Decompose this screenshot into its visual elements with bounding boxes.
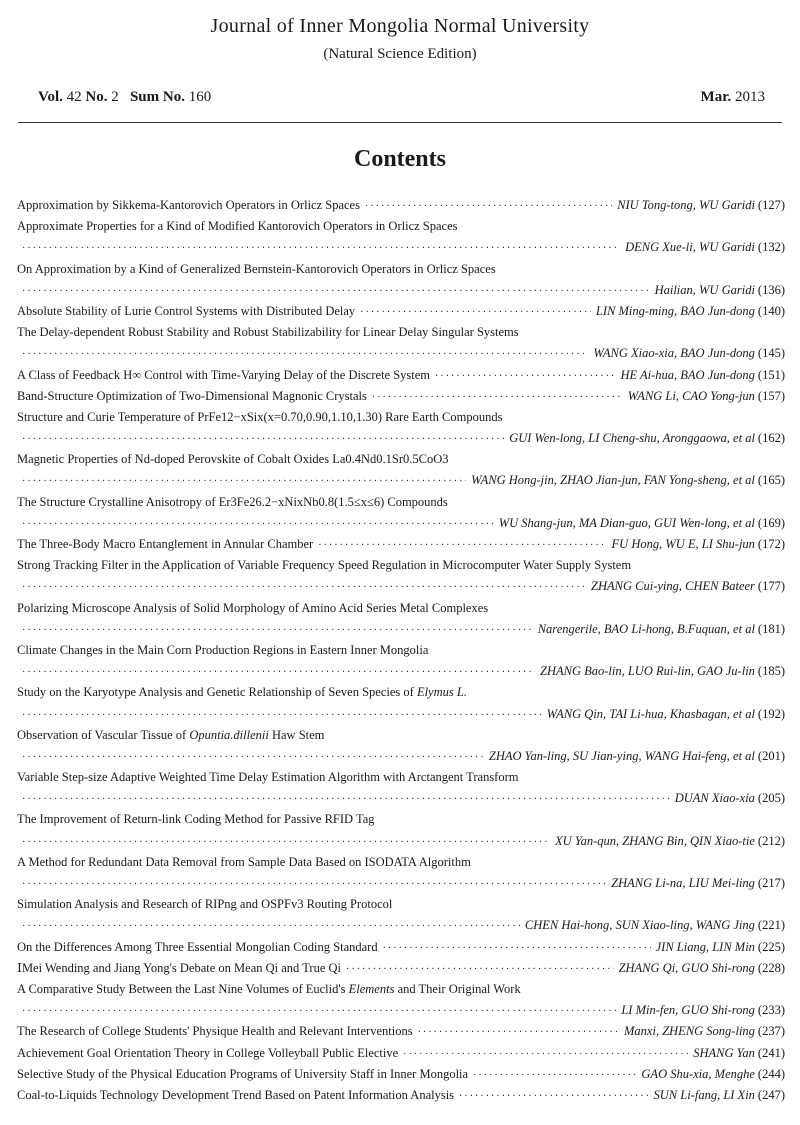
toc-entry[interactable] — [17, 937, 785, 958]
leader-dots — [22, 514, 494, 534]
toc-entry[interactable] — [17, 449, 785, 470]
leader-dots — [372, 387, 623, 407]
entry-page: (151) — [757, 367, 785, 382]
leader-dots — [365, 196, 612, 216]
entry-title: The Research of College Students' Physique Health and Relevant Interventions — [17, 1024, 413, 1039]
leader-dots — [22, 874, 606, 894]
entry-title-italic: Elymus L. — [416, 685, 467, 700]
vol-number: 42 — [66, 89, 82, 105]
toc-entry[interactable] — [17, 852, 785, 873]
issue-volume-info — [38, 89, 211, 106]
entry-title: Magnetic Properties of Nd-doped Perovskite of Cobalt Oxides La0.4Nd0.1Sr0.5CoO3 — [17, 452, 449, 467]
no-label: No. — [85, 89, 108, 105]
toc-entry[interactable] — [17, 259, 785, 280]
entry-authors: WANG Hong-jin, ZHAO Jian-jun, FAN Yong-sheng, et al — [471, 473, 755, 488]
edition-label: (Natural Science Edition) — [323, 46, 477, 62]
toc-entry-continuation — [17, 237, 785, 258]
entry-title: Climate Changes in the Main Corn Production Regions in Eastern Inner Mongolia — [17, 642, 429, 657]
leader-dots — [22, 471, 466, 491]
entry-authors: Manxi, ZHENG Song-ling — [624, 1024, 755, 1039]
leader-dots — [22, 747, 484, 767]
toc-entry[interactable] — [17, 322, 785, 343]
entry-title: Strong Tracking Filter in the Application of Variable Frequency Speed Regulation in Microcomputer Water Supply System — [17, 558, 632, 573]
toc-entry-continuation — [17, 831, 785, 852]
toc-entry[interactable] — [17, 365, 785, 386]
toc-entry-continuation — [17, 915, 785, 936]
entry-authors: ZHANG Li-na, LIU Mei-ling — [611, 876, 755, 890]
entry-title: Study on the Karyotype Analysis and Genetic Relationship of Seven Species of — [17, 685, 414, 700]
leader-dots — [459, 1086, 648, 1106]
entry-page: (172) — [757, 537, 785, 551]
entry-authors: HE Ai-hua, BAO Jun-dong — [620, 367, 755, 382]
toc-entry[interactable] — [17, 598, 785, 619]
toc-entry-continuation — [17, 576, 785, 597]
entry-page: (201) — [757, 748, 785, 763]
month-label: Mar. — [700, 89, 732, 105]
entry-title: Approximate Properties for a Kind of Modified Kantorovich Operators in Orlicz Spaces — [17, 219, 458, 234]
toc-entry-continuation — [17, 1000, 785, 1021]
sum-label: Sum No. — [129, 89, 185, 105]
entry-title: A Method for Redundant Data Removal from Sample Data Based on ISODATA Algorithm — [17, 854, 471, 869]
entry-title-after: and Their Original Work — [397, 981, 521, 996]
entry-authors: DENG Xue-li, WU Garidi — [625, 240, 755, 255]
toc-entry[interactable] — [17, 979, 785, 1000]
entry-title: Approximation by Sikkema-Kantorovich Operators in Orlicz Spaces — [17, 198, 360, 212]
entry-title-after: Haw Stem — [271, 727, 325, 742]
entry-page: (177) — [757, 579, 785, 594]
toc-entry-continuation — [17, 746, 785, 767]
toc-entry-continuation — [17, 470, 785, 491]
entry-title: On Approximation by a Kind of Generalized Bernstein-Kantorovich Operators in Orlicz Spaces — [17, 261, 496, 276]
entry-page: (247) — [757, 1087, 785, 1102]
entry-title: The Improvement of Return-link Coding Method for Passive RFID Tag — [17, 812, 375, 827]
entry-authors: ZHAO Yan-ling, SU Jian-ying, WANG Hai-feng, et al — [488, 748, 755, 763]
entry-title: Structure and Curie Temperature of PrFe12−xSix(x=0.70,0.90,1.10,1.30) Rare Earth Compounds — [17, 409, 503, 424]
entry-page: (169) — [757, 515, 785, 530]
entry-title-italic: Opuntia.dillenii — [189, 727, 269, 742]
toc-entry[interactable] — [17, 894, 785, 915]
leader-dots — [435, 366, 615, 386]
entry-authors: XU Yan-qun, ZHANG Bin, QIN Xiao-tie — [555, 833, 755, 848]
toc-entry[interactable] — [17, 492, 785, 513]
toc-entry[interactable] — [17, 301, 785, 322]
leader-dots — [22, 429, 504, 449]
entry-authors: Narengerile, BAO Li-hong, B.Fuquan, et al — [537, 621, 755, 636]
entry-title: A Comparative Study Between the Last Nine Volumes of Euclid's — [17, 981, 346, 996]
entry-page: (140) — [757, 303, 785, 318]
leader-dots — [403, 1044, 688, 1064]
entry-page: (145) — [757, 346, 785, 361]
entry-title: The Structure Crystalline Anisotropy of Er3Fe26.2−xNixNb0.8(1.5≤x≤6) Compounds — [17, 494, 448, 509]
leader-dots — [22, 577, 586, 597]
entry-page: (165) — [757, 473, 785, 488]
year: 2013 — [735, 89, 765, 105]
entry-page: (228) — [757, 960, 785, 975]
entry-authors: JIN Liang, LIN Min — [655, 939, 755, 954]
toc-entry[interactable] — [17, 1085, 785, 1106]
journal-title: Journal of Inner Mongolia Normal University — [210, 15, 590, 37]
entry-authors: GUI Wen-long, LI Cheng-shu, Aronggaowa, et al — [509, 431, 755, 446]
entry-page: (233) — [757, 1003, 785, 1018]
table-of-contents — [17, 195, 785, 1106]
entry-title: Observation of Vascular Tissue of — [17, 727, 187, 742]
entry-authors: DUAN Xiao-xia — [674, 791, 755, 806]
toc-entry-continuation — [17, 704, 785, 725]
entry-authors: GAO Shu-xia, Menghe — [641, 1066, 755, 1081]
entry-page: (136) — [757, 282, 785, 297]
leader-dots — [473, 1065, 636, 1085]
entry-page: (237) — [757, 1024, 785, 1039]
toc-entry-continuation — [17, 873, 785, 894]
contents-heading: Contents — [353, 146, 446, 172]
toc-entry[interactable] — [17, 386, 785, 407]
toc-entry[interactable] — [17, 767, 785, 788]
entry-authors: WANG Qin, TAI Li-hua, Khasbagan, et al — [546, 706, 755, 721]
issue-date — [701, 89, 765, 106]
leader-dots — [22, 705, 542, 725]
entry-authors: WANG Xiao-xia, BAO Jun-dong — [593, 346, 755, 361]
leader-dots — [22, 281, 650, 301]
toc-entry[interactable] — [17, 1064, 785, 1085]
entry-page: (127) — [757, 198, 785, 212]
entry-title: The Delay-dependent Robust Stability and Robust Stabilizability for Linear Delay Singular Systems — [17, 325, 519, 340]
entry-page: (157) — [757, 388, 785, 403]
entry-authors: ZHANG Qi, GUO Shi-rong — [618, 960, 755, 975]
entry-page: (181) — [757, 621, 785, 636]
entry-title: Coal-to-Liquids Technology Development Trend Based on Patent Information Analysis — [17, 1087, 455, 1102]
entry-title: Polarizing Microscope Analysis of Solid Morphology of Amino Acid Series Metal Complexes — [17, 600, 489, 615]
entry-authors: Hailian, WU Garidi — [654, 282, 755, 297]
entry-title: The Three-Body Macro Entanglement in Annular Chamber — [17, 537, 314, 551]
entry-page: (212) — [757, 833, 785, 848]
entry-title: ⅠMei Wending and Jiang Yong's Debate on Mean Qi and True Qi — [17, 960, 341, 975]
leader-dots — [22, 832, 550, 852]
leader-dots — [22, 662, 535, 682]
toc-entry-continuation — [17, 428, 785, 449]
toc-entry[interactable] — [17, 725, 785, 746]
toc-entry[interactable] — [17, 640, 785, 661]
entry-title: Variable Step-size Adaptive Weighted Time Delay Estimation Algorithm with Arctangent Transform — [17, 770, 519, 785]
toc-entry-continuation — [17, 343, 785, 364]
leader-dots — [318, 535, 606, 555]
entry-page: (192) — [757, 706, 785, 721]
leader-dots — [22, 344, 588, 364]
entry-title: Simulation Analysis and Research of RIPng and OSPFv3 Routing Protocol — [17, 897, 393, 912]
entry-authors: NIU Tong-tong, WU Garidi — [617, 198, 755, 212]
leader-dots — [22, 620, 533, 640]
leader-dots — [22, 916, 520, 936]
entry-authors: WU Shang-jun, MA Dian-guo, GUI Wen-long, et al — [498, 515, 755, 530]
entry-authors: FU Hong, WU E, LI Shu-jun — [611, 537, 755, 551]
entry-authors: ZHANG Bao-lin, LUO Rui-lin, GAO Ju-lin — [540, 664, 755, 679]
entry-page: (221) — [757, 918, 785, 933]
toc-entry-continuation — [17, 513, 785, 534]
entry-title: Selective Study of the Physical Education Programs of University Staff in Inner Mongolia — [17, 1066, 469, 1081]
toc-entry-continuation — [17, 619, 785, 640]
entry-title: Band-Structure Optimization of Two-Dimensional Magnonic Crystals — [17, 388, 367, 403]
entry-authors: SHANG Yan — [693, 1045, 755, 1060]
entry-page: (162) — [757, 431, 785, 446]
toc-entry-continuation — [17, 788, 785, 809]
leader-dots — [22, 1001, 616, 1021]
toc-entry[interactable] — [17, 555, 785, 576]
entry-page: (132) — [757, 240, 785, 255]
entry-authors: SUN Li-fang, LI Xin — [653, 1087, 755, 1102]
entry-authors: CHEN Hai-hong, SUN Xiao-ling, WANG Jing — [524, 918, 755, 933]
toc-entry-continuation — [17, 661, 785, 682]
toc-entry[interactable] — [17, 195, 785, 216]
entry-page: (217) — [757, 876, 785, 890]
leader-dots — [360, 302, 591, 322]
entry-authors: ZHANG Cui-ying, CHEN Bateer — [591, 579, 755, 594]
toc-entry-continuation — [17, 280, 785, 301]
issue-info-bar — [38, 89, 765, 109]
entry-title: Absolute Stability of Lurie Control Systems with Distributed Delay — [17, 303, 356, 318]
issue-number: 2 — [111, 89, 119, 105]
toc-entry[interactable] — [17, 407, 785, 428]
entry-page: (205) — [757, 791, 785, 806]
toc-entry[interactable] — [17, 216, 785, 237]
entry-page: (241) — [757, 1045, 785, 1060]
entry-title: Achievement Goal Orientation Theory in College Volleyball Public Elective — [17, 1045, 399, 1060]
sum-number: 160 — [188, 89, 212, 105]
vol-label: Vol. — [38, 89, 63, 105]
leader-dots — [418, 1022, 619, 1042]
entry-title-italic: Elements — [348, 981, 395, 996]
entry-title: On the Differences Among Three Essential Mongolian Coding Standard — [17, 939, 378, 954]
header-divider — [18, 122, 782, 123]
leader-dots — [346, 959, 614, 979]
entry-page: (185) — [757, 664, 785, 679]
leader-dots — [22, 789, 670, 809]
entry-page: (225) — [757, 939, 785, 954]
entry-title: A Class of Feedback H∞ Control with Time-Varying Delay of the Discrete System — [17, 367, 431, 382]
toc-entry[interactable] — [17, 958, 785, 979]
toc-entry[interactable] — [17, 682, 785, 703]
leader-dots — [383, 938, 651, 958]
toc-entry[interactable] — [17, 809, 785, 830]
entry-authors: LIN Ming-ming, BAO Jun-dong — [595, 303, 755, 318]
entry-authors: WANG Li, CAO Yong-jun — [627, 388, 755, 403]
toc-entry[interactable] — [17, 1021, 785, 1042]
toc-entry[interactable] — [17, 1043, 785, 1064]
toc-entry[interactable] — [17, 534, 785, 555]
entry-authors: LI Min-fen, GUO Shi-rong — [621, 1003, 755, 1018]
leader-dots — [22, 238, 620, 258]
entry-page: (244) — [757, 1066, 785, 1081]
